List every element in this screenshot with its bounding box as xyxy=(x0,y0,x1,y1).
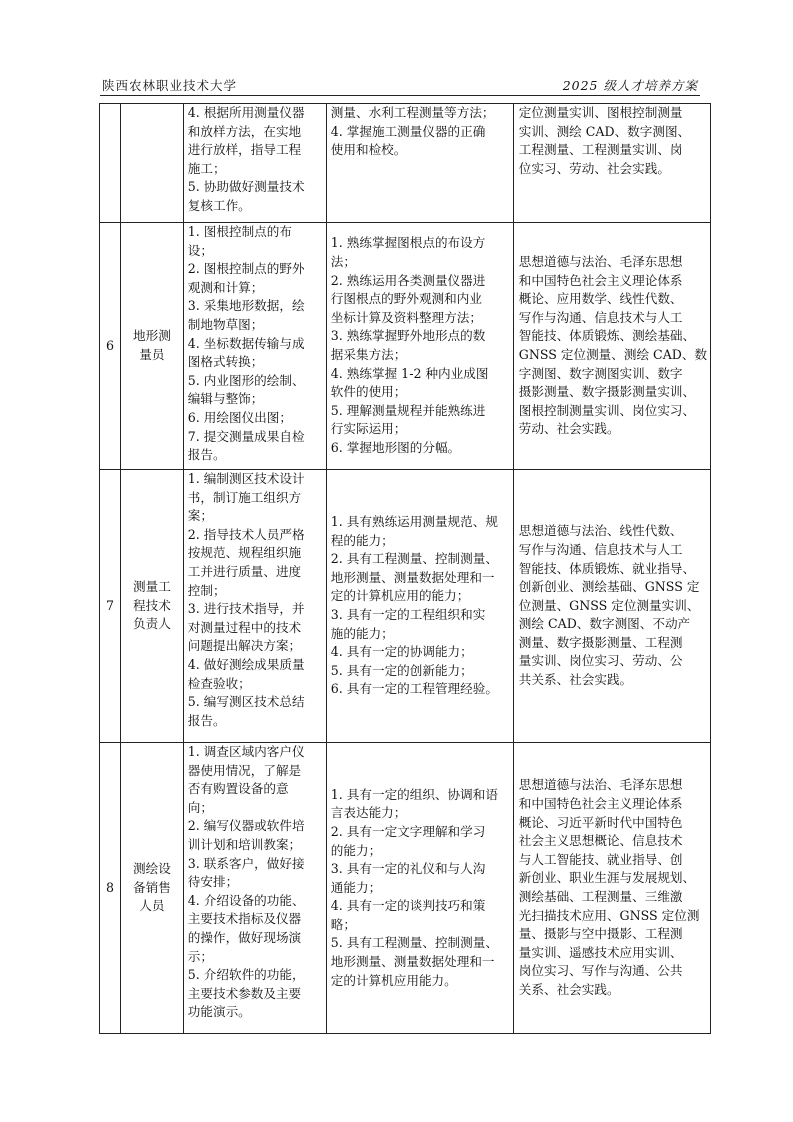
work-tasks-line: 书，制订施工组织方 xyxy=(187,489,302,505)
work-tasks-line: 施工； xyxy=(187,160,226,176)
supporting-courses-line: 测绘 CAD、数字测图、不动产 xyxy=(518,616,691,632)
work-tasks-line: 主要技术指标及仪器 xyxy=(187,911,302,927)
professional-abilities-line: 行实际运用； xyxy=(330,421,407,437)
work-tasks-line: 复核工作。 xyxy=(187,197,251,213)
professional-abilities-line: 4. 掌握施工测量仪器的正确 xyxy=(330,123,486,139)
professional-abilities-line: 定的计算机应用能力。 xyxy=(330,972,457,988)
supporting-courses-line: 与人工智能技、就业指导、创 xyxy=(518,851,683,867)
professional-abilities-line: 坐标计算及资料整理方法； xyxy=(330,309,482,325)
work-tasks-line: 1. 调查区域内客户仪 xyxy=(187,744,305,759)
work-tasks-line: 报告。 xyxy=(187,447,226,463)
professional-abilities-line: 使用和检校。 xyxy=(330,142,407,158)
professional-abilities-line: 3. 具有一定的礼仪和与人沟 xyxy=(330,861,486,877)
work-tasks-line: 5. 内业图形的绘制、 xyxy=(187,372,305,388)
supporting-courses-line: 摄影测量、数字摄影测量实训、 xyxy=(518,384,696,400)
work-tasks-line: 设； xyxy=(187,242,213,258)
row-number: 6 xyxy=(100,223,121,470)
professional-abilities-line: 5. 具有一定的创新能力； xyxy=(330,662,473,678)
professional-abilities-line: 2. 熟练运用各类测量仪器进 xyxy=(330,272,486,288)
work-tasks-line: 4. 根据所用测量仪器 xyxy=(187,105,305,120)
supporting-courses-line: 测量、数字摄影测量、工程测 xyxy=(518,634,683,650)
professional-abilities-line: 4. 熟练掌握 1-2 种内业成图 xyxy=(330,365,489,381)
table-row xyxy=(100,743,711,1034)
work-tasks-line: 检查验收； xyxy=(187,675,251,691)
work-tasks-line: 1. 编制测区技术设计 xyxy=(187,471,305,486)
supporting-courses-line: 概论、习近平新时代中国特色 xyxy=(518,814,683,830)
row-number xyxy=(100,104,121,223)
professional-abilities-line: 1. 熟练掌握图根点的布设方 xyxy=(330,235,486,251)
professional-abilities-line: 的能力； xyxy=(330,842,382,858)
work-tasks-line: 5. 编写测区技术总结 xyxy=(187,694,305,710)
work-tasks-line: 控制； xyxy=(187,582,226,598)
supporting-courses-line: 光扫描技术应用、GNSS 定位测 xyxy=(518,907,700,923)
professional-abilities-line: 法； xyxy=(330,254,356,270)
job-role-line: 程技术 xyxy=(133,597,171,613)
work-tasks-line: 制地物草图； xyxy=(187,316,264,332)
table-row xyxy=(100,223,711,470)
page-header xyxy=(100,76,700,96)
work-tasks xyxy=(183,104,326,223)
work-tasks-line: 2. 指导技术人员严格 xyxy=(187,526,305,542)
supporting-courses xyxy=(513,743,710,1034)
professional-abilities-line: 5. 理解测量规程并能熟练进 xyxy=(330,402,486,418)
work-tasks-line: 问题提出解决方案； xyxy=(187,638,302,654)
work-tasks-line: 2. 图根控制点的野外 xyxy=(187,261,305,277)
supporting-courses-line: 测绘基础、工程测量、三维激 xyxy=(518,889,683,904)
supporting-courses xyxy=(513,470,710,743)
professional-abilities-line: 2. 具有一定文字理解和学习 xyxy=(330,823,486,839)
work-tasks-line: 进行放样，指导工程 xyxy=(187,142,302,158)
header-rule xyxy=(100,95,700,96)
supporting-courses-line: 图根控制测量实训、岗位实习、 xyxy=(518,402,696,418)
job-role-line: 测量工 xyxy=(133,579,171,595)
supporting-courses xyxy=(513,223,710,470)
professional-abilities xyxy=(326,223,513,470)
work-tasks-line: 编辑与整饰； xyxy=(187,391,264,407)
supporting-courses-line: GNSS 定位测量、测绘 CAD、数 xyxy=(518,347,708,362)
job-role-line: 负责人 xyxy=(133,616,171,632)
supporting-courses-line: 量实训、岗位实习、劳动、公 xyxy=(518,653,683,669)
work-tasks xyxy=(183,743,326,1034)
work-tasks-line: 功能演示。 xyxy=(187,1004,251,1020)
professional-abilities-line: 言表达能力； xyxy=(330,805,407,821)
work-tasks xyxy=(183,223,326,470)
work-tasks-line: 4. 坐标数据传输与成 xyxy=(187,335,305,351)
professional-abilities-line: 施的能力； xyxy=(330,625,394,641)
work-tasks-line: 7. 提交测量成果自检 xyxy=(187,428,305,444)
job-competency-table xyxy=(99,103,711,1034)
job-role-line: 人员 xyxy=(139,898,165,914)
professional-abilities-line: 据采集方法； xyxy=(330,347,407,362)
professional-abilities-line: 地形测量、测量数据处理和一 xyxy=(330,569,495,585)
work-tasks-line: 主要技术参数及主要 xyxy=(187,985,302,1001)
work-tasks-line: 案； xyxy=(187,508,213,524)
work-tasks-line: 4. 做好测绘成果质量 xyxy=(187,656,305,672)
supporting-courses-line: 思想道德与法治、毛泽东思想 xyxy=(518,777,683,793)
table-row xyxy=(100,470,711,743)
work-tasks-line: 6. 用绘图仪出图； xyxy=(187,409,292,425)
work-tasks-line: 5. 协助做好测量技术 xyxy=(187,179,305,195)
professional-abilities-line: 6. 掌握地形图的分幅。 xyxy=(330,439,461,455)
job-role-line: 备销售 xyxy=(133,879,171,895)
header-document-title: 2025 级人才培养方案 xyxy=(562,78,698,93)
work-tasks-line: 器使用情况，了解是 xyxy=(187,762,302,778)
work-tasks-line: 的操作，做好现场演 xyxy=(187,929,302,945)
work-tasks-line: 工并进行质量、进度 xyxy=(187,563,302,579)
job-role-line: 地形测 xyxy=(133,328,171,344)
supporting-courses-line: 思想道德与法治、毛泽东思想 xyxy=(518,254,683,270)
supporting-courses-line: 量实训、遥感技术应用实训、 xyxy=(518,944,683,960)
row-number: 8 xyxy=(100,743,121,1034)
supporting-courses-line: 共关系、社会实践。 xyxy=(518,672,633,688)
professional-abilities-line: 1. 具有一定的组织、协调和语 xyxy=(330,786,498,802)
professional-abilities-line: 5. 具有工程测量、控制测量、 xyxy=(330,935,498,951)
professional-abilities-line: 地形测量、测量数据处理和一 xyxy=(330,954,495,970)
professional-abilities-line: 4. 具有一定的谈判技巧和策 xyxy=(330,898,486,914)
professional-abilities xyxy=(326,743,513,1034)
supporting-courses-line: 岗位实习、写作与沟通、公共 xyxy=(518,963,683,979)
supporting-courses-line: 定位测量实训、图根控制测量 xyxy=(518,105,683,120)
work-tasks-line: 和放样方法，在实地 xyxy=(187,123,302,139)
work-tasks-line: 对测量过程中的技术 xyxy=(187,619,302,635)
professional-abilities-line: 测量、水利工程测量等方法； xyxy=(330,105,495,120)
supporting-courses-line: 概论、应用数学、线性代数、 xyxy=(518,291,683,307)
supporting-courses-line: 工程测量、工程测量实训、岗 xyxy=(518,142,683,158)
supporting-courses-line: 智能技、体质锻炼、就业指导、 xyxy=(518,560,696,576)
work-tasks-line: 向； xyxy=(187,799,213,815)
supporting-courses-line: 位测量、GNSS 定位测量实训、 xyxy=(518,597,700,613)
work-tasks-line: 观测和计算； xyxy=(187,279,264,295)
supporting-courses-line: 写作与沟通、信息技术与人工 xyxy=(518,541,683,557)
work-tasks-line: 待安排； xyxy=(187,874,239,890)
job-role-line: 量员 xyxy=(139,347,165,362)
professional-abilities-line: 4. 具有一定的协调能力； xyxy=(330,644,473,660)
work-tasks-line: 按规范、规程组织施 xyxy=(187,545,302,561)
professional-abilities-line: 定的计算机应用的能力； xyxy=(330,588,470,604)
supporting-courses-line: 劳动、社会实践。 xyxy=(518,421,620,437)
supporting-courses-line: 实训、测绘 CAD、数字测图、 xyxy=(518,123,691,139)
work-tasks-line: 3. 采集地形数据，绘 xyxy=(187,298,305,314)
supporting-courses-line: 和中国特色社会主义理论体系 xyxy=(518,272,683,288)
job-role xyxy=(121,743,184,1034)
professional-abilities-line: 程的能力； xyxy=(330,532,394,548)
professional-abilities xyxy=(326,104,513,223)
work-tasks-line: 2. 编写仪器或软件培 xyxy=(187,818,305,834)
professional-abilities-line: 1. 具有熟练运用测量规范、规 xyxy=(330,514,498,530)
professional-abilities-line: 6. 具有一定的工程管理经验。 xyxy=(330,681,498,697)
table-body xyxy=(100,104,711,1034)
supporting-courses-line: 写作与沟通、信息技术与人工 xyxy=(518,309,683,325)
header-institution: 陕西农林职业技术大学 xyxy=(102,78,238,93)
work-tasks-line: 训计划和培训教案； xyxy=(187,836,302,852)
professional-abilities-line: 行图根点的野外观测和内业 xyxy=(330,291,482,307)
professional-abilities-line: 2. 具有工程测量、控制测量、 xyxy=(330,551,498,567)
work-tasks-line: 图格式转换； xyxy=(187,354,264,370)
supporting-courses-line: 量、摄影与空中摄影、工程测 xyxy=(518,926,683,942)
row-number: 7 xyxy=(100,470,121,743)
job-role-line: 测绘设 xyxy=(133,861,171,877)
professional-abilities-line: 3. 熟练掌握野外地形点的数 xyxy=(330,328,486,344)
supporting-courses xyxy=(513,104,710,223)
job-role xyxy=(121,223,184,470)
table-row xyxy=(100,104,711,223)
work-tasks-line: 否有购置设备的意 xyxy=(187,781,289,797)
job-role xyxy=(121,470,184,743)
professional-abilities-line: 软件的使用； xyxy=(330,384,407,400)
supporting-courses-line: 位实习、劳动、社会实践。 xyxy=(518,160,670,176)
supporting-courses-line: 思想道德与法治、线性代数、 xyxy=(518,523,683,539)
work-tasks-line: 示； xyxy=(187,948,213,964)
professional-abilities-line: 3. 具有一定的工程组织和实 xyxy=(330,607,486,622)
work-tasks-line: 4. 介绍设备的功能、 xyxy=(187,892,305,908)
job-role xyxy=(121,104,184,223)
work-tasks-line: 1. 图根控制点的布 xyxy=(187,224,292,239)
supporting-courses-line: 和中国特色社会主义理论体系 xyxy=(518,796,683,812)
professional-abilities-line: 通能力； xyxy=(330,879,382,895)
work-tasks xyxy=(183,470,326,743)
supporting-courses-line: 关系、社会实践。 xyxy=(518,981,620,997)
supporting-courses-line: 社会主义思想概论、信息技术 xyxy=(518,833,683,849)
work-tasks-line: 3. 进行技术指导，并 xyxy=(187,601,305,617)
professional-abilities xyxy=(326,470,513,743)
supporting-courses-line: 创新创业、测绘基础、GNSS 定 xyxy=(518,579,700,595)
work-tasks-line: 5. 介绍软件的功能， xyxy=(187,967,305,983)
supporting-courses-line: 智能技、体质锻炼、测绘基础、 xyxy=(518,328,696,344)
work-tasks-line: 3. 联系客户，做好接 xyxy=(187,855,305,871)
supporting-courses-line: 字测图、数字测图实训、数字 xyxy=(518,365,683,381)
professional-abilities-line: 略； xyxy=(330,916,356,932)
supporting-courses-line: 新创业、职业生涯与发展规划、 xyxy=(518,870,696,886)
work-tasks-line: 报告。 xyxy=(187,712,226,728)
